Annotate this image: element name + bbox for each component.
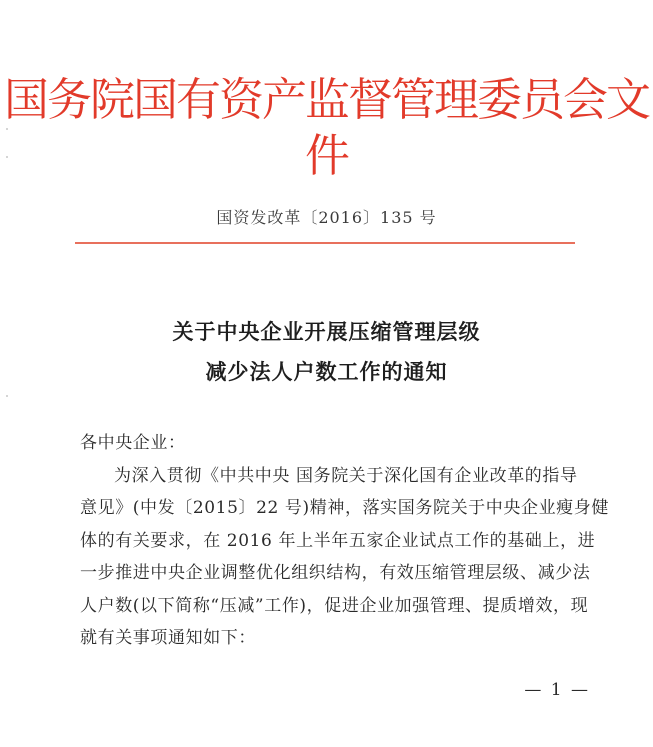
issuing-authority-header: 国务院国有资产监督管理委员会文件 bbox=[3, 73, 649, 182]
body-line: 人户数(以下简称“压减”工作)，促进企业加强管理、提质增效，现 bbox=[80, 595, 589, 616]
body-line: 意见》(中发〔2015〕22 号)精神，落实国务院关于中央企业瘦身健 bbox=[80, 498, 609, 518]
document-title-line: 减少法人户数工作的通知 bbox=[205, 359, 448, 384]
scan-speck bbox=[6, 395, 8, 397]
body-line: 一步推进中央企业调整优化组织结构，有效压缩管理层级、减少法 bbox=[80, 563, 591, 583]
document-number: 国资发改革〔2016〕135 号 bbox=[216, 208, 437, 227]
document-body bbox=[80, 427, 609, 655]
page-number: — 1 — bbox=[524, 680, 590, 700]
header-divider bbox=[75, 242, 575, 244]
body-line: 为深入贯彻《中共中央 国务院关于深化国有企业改革的指导 bbox=[114, 465, 578, 486]
document-title bbox=[0, 312, 653, 392]
body-line: 就有关事项通知如下： bbox=[80, 628, 256, 648]
salutation: 各中央企业： bbox=[80, 433, 186, 453]
document-title-line: 关于中央企业开展压缩管理层级 bbox=[172, 319, 481, 344]
body-line: 体的有关要求，在 2016 年上半年五家企业试点工作的基础上，进 bbox=[80, 530, 596, 551]
